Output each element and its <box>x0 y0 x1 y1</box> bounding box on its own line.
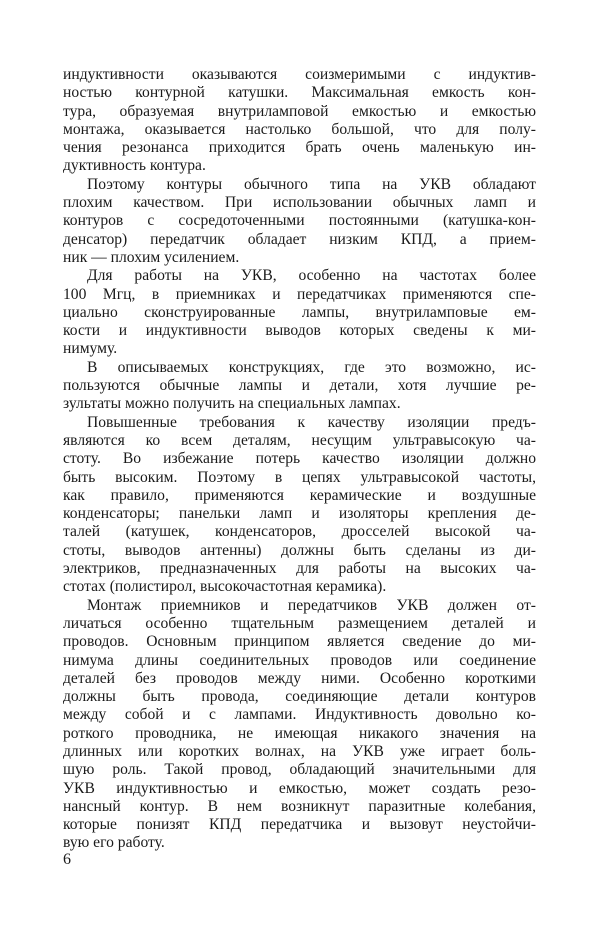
paragraph <box>63 597 536 853</box>
text-line: конденсаторы; панельки ламп и изоляторы крепления де- <box>63 505 536 523</box>
text-line: Повышенные требования к качеству изоляции предъ- <box>87 413 536 431</box>
text-line: чения резонанса приходится брать очень маленькую ин- <box>63 139 536 157</box>
text-line: нимуму. <box>63 340 118 358</box>
text-line: роткого проводника, не имеющая никакого значения на <box>63 724 536 742</box>
text-line: ник — плохим усилением. <box>63 248 240 266</box>
text-line: В описываемых конструкциях, где это возможно, ис- <box>87 358 536 376</box>
text-line: УКВ индуктивностью и емкостью, может создать резо- <box>63 779 536 797</box>
text-line: личаться особенно тщательным размещением деталей и <box>63 614 536 632</box>
text-line: проводов. Основным принципом является сведение до ми- <box>63 633 536 651</box>
text-line: дуктивность контура. <box>63 157 206 175</box>
text-line: тура, образуемая внутриламповой емкостью и емкостью <box>63 102 536 120</box>
paragraph <box>63 66 536 176</box>
paragraph <box>63 414 536 597</box>
text-line: стотах (полистирол, высокочастотная керамика). <box>63 578 387 596</box>
text-line: пользуются обычные лампы и детали, хотя лучшие ре- <box>63 377 536 395</box>
text-line: электриков, предназначенных для работы на высоких ча- <box>63 560 536 578</box>
text-line: Поэтому контуры обычного типа на УКВ обладают <box>87 175 536 193</box>
text-line: нимума длины соединительных проводов или соединение <box>63 651 536 669</box>
text-line: 100 Мгц, в приемниках и передатчиках применяются спе- <box>63 285 536 303</box>
text-line: вую его работу. <box>63 834 165 852</box>
text-line: длинных или коротких волнах, на УКВ уже играет боль- <box>63 742 536 760</box>
page-number: 6 <box>63 851 71 868</box>
text-line: между собой и с лампами. Индуктивность довольно ко- <box>63 706 536 724</box>
text-line: кости и индуктивности выводов которых сведены к ми- <box>63 322 536 340</box>
text-line: денсатор) передатчик обладает низким КПД, а прием- <box>63 230 536 248</box>
text-line: Для работы на УКВ, особенно на частотах более <box>87 267 536 285</box>
paragraph <box>63 267 536 358</box>
text-line: ностью контурной катушки. Максимальная емкость кон- <box>63 84 536 102</box>
text-line: стоты, выводов антенны) должны быть сделаны из ди- <box>63 541 536 559</box>
text-line: плохим качеством. При использовании обычных ламп и <box>63 194 536 212</box>
text-line: деталей без проводов между ними. Особенно короткими <box>63 669 536 687</box>
text-line: стоту. Во избежание потерь качество изоляции должно <box>63 450 536 468</box>
text-line: шую роль. Такой провод, обладающий значительными для <box>63 761 536 779</box>
text-line: Монтаж приемников и передатчиков УКВ должен от- <box>87 596 536 614</box>
page-body-text <box>63 66 536 853</box>
text-line: как правило, применяются керамические и воздушные <box>63 486 536 504</box>
text-line: которые понизят КПД передатчика и вызовут неустойчи- <box>63 816 536 834</box>
text-line: быть высоким. Поэтому в цепях ультравысокой частоты, <box>63 468 536 486</box>
text-line: должны быть провода, соединяющие детали контуров <box>63 688 536 706</box>
text-line: нансный контур. В нем возникнут паразитные колебания, <box>63 797 536 815</box>
paragraph <box>63 176 536 267</box>
text-line: зультаты можно получить на специальных лампах. <box>63 395 401 413</box>
text-line: циально сконструированные лампы, внутриламповые ем- <box>63 303 536 321</box>
paragraph <box>63 359 536 414</box>
text-line: монтажа, оказывается настолько большой, что для полу- <box>63 120 536 138</box>
text-line: индуктивности оказываются соизмеримыми с индуктив- <box>63 66 536 83</box>
text-line: являются ко всем деталям, несущим ультравысокую ча- <box>63 431 536 449</box>
text-line: талей (катушек, конденсаторов, дросселей высокой ча- <box>63 523 536 541</box>
text-line: контуров с сосредоточенными постоянными (катушка-кон- <box>63 212 536 230</box>
